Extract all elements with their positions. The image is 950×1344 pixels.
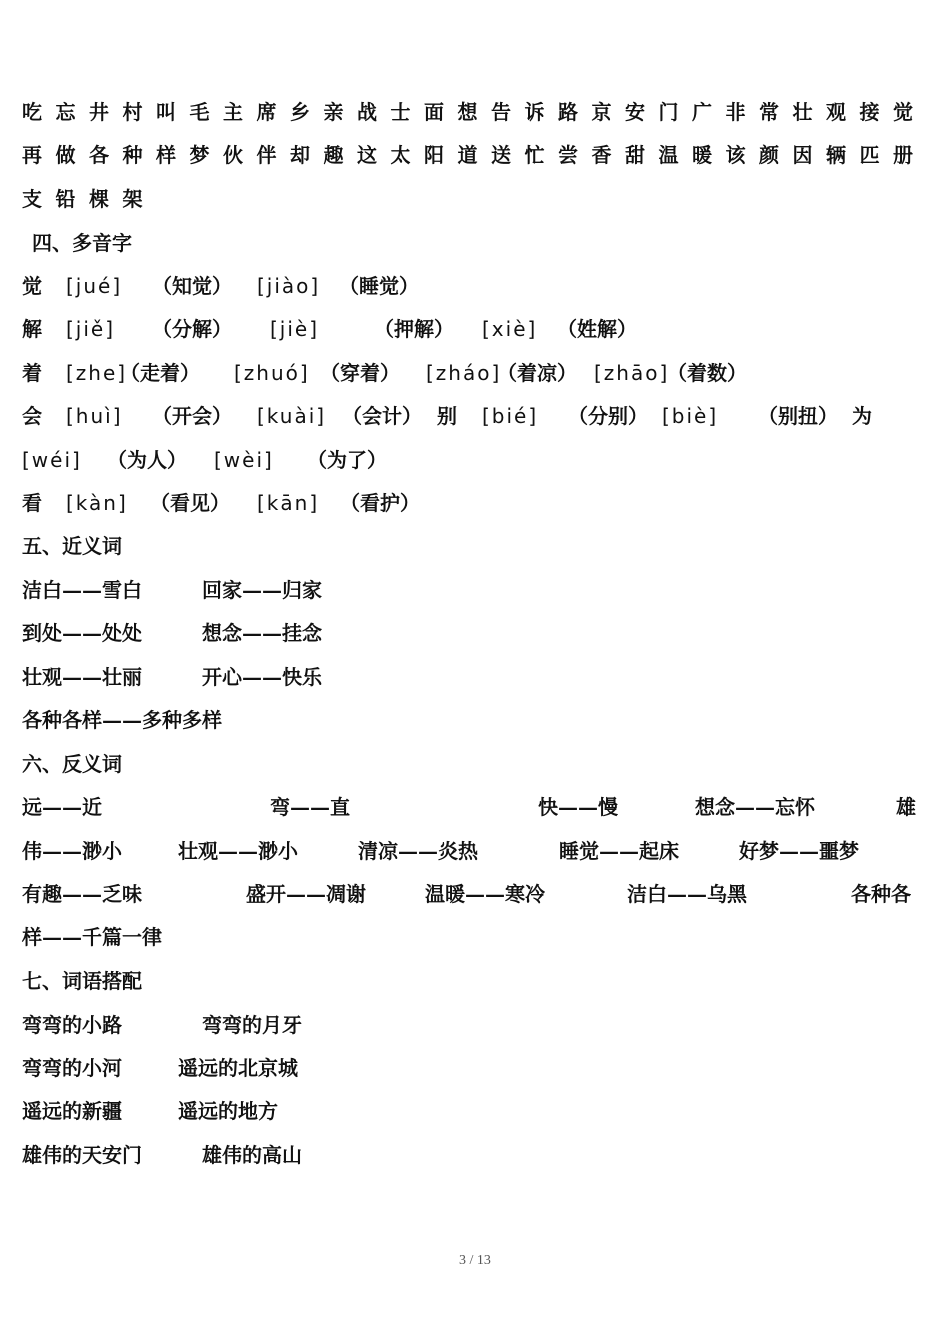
word-pair: 伟——渺小	[22, 839, 122, 863]
polyphone-char: 为	[852, 404, 872, 428]
word-pair: 想念——忘怀	[695, 795, 815, 819]
word-pair: 睡觉——起床	[559, 839, 679, 863]
example-word: （看护）	[340, 491, 420, 515]
word-pair: 清凉——炎热	[358, 839, 478, 863]
pinyin: [wéi]	[22, 448, 82, 472]
example-word: （睡觉）	[339, 274, 419, 298]
synonym-row	[22, 705, 922, 735]
phrase: 弯弯的小路	[22, 1013, 122, 1037]
pinyin: [zhuó]	[234, 361, 310, 385]
example-word: （穿着）	[320, 361, 400, 385]
pinyin: [jiào]	[257, 274, 321, 298]
char-line-3: 支铅棵架	[22, 187, 156, 211]
pinyin: [biè]	[662, 404, 719, 428]
phrase: 遥远的地方	[178, 1099, 278, 1123]
example-word: （为了）	[307, 448, 387, 472]
pinyin: [jiè]	[270, 317, 320, 341]
example-word: （押解）	[374, 317, 454, 341]
phrase: 雄伟的高山	[202, 1143, 302, 1167]
section-heading-antonyms: 六、反义词	[22, 752, 122, 776]
example-word: （看见）	[150, 491, 230, 515]
example-word: （着数）	[667, 361, 747, 385]
example-word: （会计）	[342, 404, 422, 428]
word-pair: 远——近	[22, 795, 102, 819]
polyphone-char: 会	[22, 404, 42, 428]
char-line-2: 再做各种样梦伙伴却趣这太阳道送忙尝香甜温暖该颜因辆匹册	[22, 143, 927, 167]
antonym-row	[22, 836, 922, 866]
pinyin: [wèi]	[214, 448, 274, 472]
example-word: （走着）	[120, 361, 200, 385]
phrase: 雄伟的天安门	[22, 1143, 142, 1167]
example-word: （为人）	[107, 448, 187, 472]
word-pair: 各种各样——多种多样	[22, 708, 222, 732]
synonym-row	[22, 662, 922, 692]
example-word: （别扭）	[758, 404, 838, 428]
phrase: 遥远的新疆	[22, 1099, 122, 1123]
synonym-row	[22, 575, 922, 605]
pinyin: [zhāo]	[594, 361, 670, 385]
char-line-1: 吃忘井村叫毛主席乡亲战士面想告诉路京安门广非常壮观接觉	[22, 100, 927, 124]
polyphone-row	[22, 271, 922, 301]
polyphone-char: 着	[22, 361, 42, 385]
pinyin: [bié]	[482, 404, 539, 428]
word-pair: 开心——快乐	[202, 665, 322, 689]
word-pair: 样——千篇一律	[22, 925, 162, 949]
antonym-row	[22, 922, 922, 952]
polyphone-row	[22, 401, 922, 431]
section-heading-polyphones: 四、多音字	[32, 231, 132, 255]
pinyin: [kàn]	[66, 491, 128, 515]
polyphone-row	[22, 488, 922, 518]
collocation-row	[22, 1010, 922, 1040]
word-pair: 盛开——凋谢	[246, 882, 366, 906]
polyphone-row	[22, 358, 922, 388]
word-pair: 弯——直	[270, 795, 350, 819]
page-number: 3 / 13	[459, 1253, 491, 1268]
word-pair: 洁白——乌黑	[627, 882, 747, 906]
collocation-row	[22, 1096, 922, 1126]
word-pair: 洁白——雪白	[22, 578, 142, 602]
word-pair: 壮观——壮丽	[22, 665, 142, 689]
pinyin: [jiě]	[66, 317, 116, 341]
word-pair: 好梦——噩梦	[739, 839, 859, 863]
example-word: （姓解）	[557, 317, 637, 341]
pinyin: [xiè]	[482, 317, 538, 341]
word-pair: 回家——归家	[202, 578, 322, 602]
synonym-row	[22, 618, 922, 648]
antonym-row	[22, 879, 922, 909]
polyphone-row	[22, 445, 922, 475]
polyphone-char: 解	[22, 317, 42, 341]
word-pair: 到处——处处	[22, 621, 142, 645]
example-word: （着凉）	[497, 361, 577, 385]
collocation-row	[22, 1053, 922, 1083]
polyphone-char: 看	[22, 491, 42, 515]
antonym-row	[22, 792, 922, 822]
pinyin: [huì]	[66, 404, 123, 428]
example-word: （分别）	[568, 404, 648, 428]
example-word: （开会）	[152, 404, 232, 428]
word-pair: 有趣——乏味	[22, 882, 142, 906]
section-heading-collocations: 七、词语搭配	[22, 969, 142, 993]
example-word: （分解）	[152, 317, 232, 341]
polyphone-char: 觉	[22, 274, 42, 298]
pinyin: [zháo]	[426, 361, 502, 385]
section-heading-synonyms: 五、近义词	[22, 534, 122, 558]
word-pair: 雄	[896, 795, 916, 819]
phrase: 弯弯的小河	[22, 1056, 122, 1080]
word-pair: 壮观——渺小	[178, 839, 298, 863]
collocation-row	[22, 1140, 922, 1170]
word-pair: 温暖——寒冷	[425, 882, 545, 906]
example-word: （知觉）	[152, 274, 232, 298]
pinyin: [jué]	[66, 274, 123, 298]
word-pair: 快——慢	[538, 795, 618, 819]
word-pair: 想念——挂念	[202, 621, 322, 645]
pinyin: [kuài]	[257, 404, 327, 428]
phrase: 弯弯的月牙	[202, 1013, 302, 1037]
pinyin: [zhe]	[66, 361, 128, 385]
polyphone-row	[22, 314, 922, 344]
word-pair: 各种各	[851, 882, 911, 906]
pinyin: [kān]	[257, 491, 320, 515]
polyphone-char: 别	[437, 404, 457, 428]
phrase: 遥远的北京城	[178, 1056, 298, 1080]
